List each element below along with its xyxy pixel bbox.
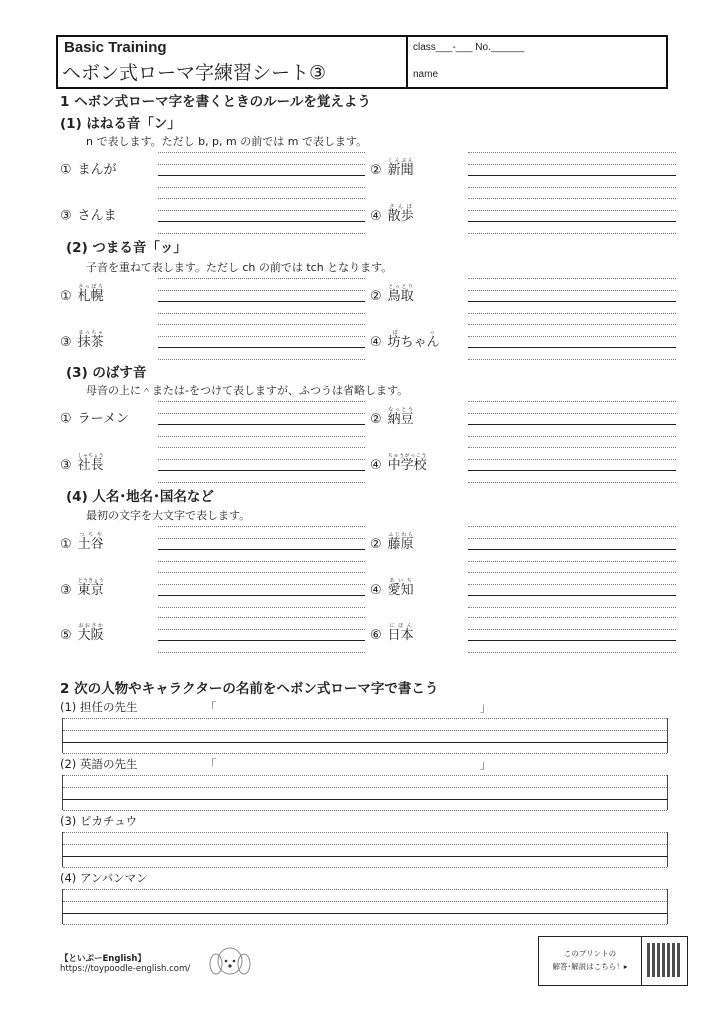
item-furigana: さんぽ (387, 204, 414, 210)
question-label: (3) ピカチュウ (60, 814, 138, 828)
item-furigana: おおさか (77, 623, 104, 629)
item-word (77, 578, 104, 598)
guide-line (468, 359, 676, 360)
guide-line (158, 152, 365, 153)
guide-line (158, 164, 365, 165)
item-word (78, 163, 117, 178)
guide-line (468, 198, 676, 199)
part-rule-note: 母音の上に＾または-をつけて表しますが、ふつうは省略します。 (86, 384, 409, 397)
item-number: ② (370, 289, 382, 304)
item-word (387, 532, 414, 552)
baseline (63, 742, 667, 743)
item-furigana: さっぽろ (77, 284, 104, 290)
item-label (60, 623, 104, 643)
baseline (468, 640, 676, 641)
baseline (158, 347, 365, 348)
baseline (158, 175, 365, 176)
guide-line (468, 538, 676, 539)
item-word (77, 284, 104, 304)
guide-line (468, 584, 676, 585)
guide-line (158, 526, 365, 527)
item-number: ③ (60, 208, 72, 224)
guide-line (63, 844, 667, 845)
question-label: (1) 担任の先生 (60, 700, 138, 714)
item-number: ① (60, 162, 72, 178)
header-box (56, 35, 668, 89)
answer-box[interactable] (62, 832, 668, 867)
close-bracket: 」 (480, 757, 492, 771)
answer-lines[interactable] (158, 324, 365, 360)
part-title: (3) のばす音 (66, 365, 147, 381)
answer-lines[interactable] (468, 572, 676, 608)
item-furigana: あいち (387, 578, 414, 584)
guide-line (63, 753, 667, 754)
guide-line (63, 889, 667, 890)
guide-line (468, 187, 676, 188)
guide-line (468, 413, 676, 414)
part-title: (2) つまる音「ッ」 (66, 240, 187, 256)
baseline (468, 221, 676, 222)
baseline (468, 470, 676, 471)
item-furigana: ちゅうがっこう (387, 453, 427, 459)
baseline (63, 799, 667, 800)
item-number: ④ (370, 209, 382, 224)
item-word (387, 578, 414, 598)
item-label (370, 532, 414, 552)
item-furigana: しゃちょう (77, 453, 104, 459)
guide-line (158, 572, 365, 573)
item-word (78, 412, 129, 427)
guide-line (158, 561, 365, 562)
item-word (387, 407, 414, 427)
item-word-text: 土谷 (77, 537, 104, 552)
guide-line (63, 901, 667, 902)
item-word-text: 抹茶 (77, 335, 104, 350)
site-url[interactable]: https://toypoodle-english.com/ (60, 964, 191, 974)
item-label (370, 407, 414, 427)
answer-lines[interactable] (468, 447, 676, 483)
item-label (370, 158, 414, 178)
item-label (60, 532, 104, 552)
guide-line (158, 210, 365, 211)
answer-lines[interactable] (158, 447, 365, 483)
guide-line (468, 313, 676, 314)
item-label (60, 453, 104, 473)
guide-line (468, 278, 676, 279)
guide-line (158, 336, 365, 337)
open-bracket: 「 (205, 700, 217, 714)
item-label (370, 330, 440, 350)
part-rule-note: 子音を重ねて表します。ただし ch の前では tch となります。 (86, 261, 393, 274)
guide-line (158, 459, 365, 460)
answer-lines[interactable] (468, 198, 676, 234)
item-label (370, 453, 427, 473)
close-bracket: 」 (480, 700, 492, 714)
item-furigana: とっとり (387, 284, 414, 290)
guide-line (468, 652, 676, 653)
baseline (468, 549, 676, 550)
item-number: ① (60, 537, 72, 552)
guide-line (63, 810, 667, 811)
guide-line (158, 607, 365, 608)
guide-line (158, 447, 365, 448)
item-number: ⑤ (60, 628, 72, 643)
item-furigana: まっちゃ (77, 330, 104, 336)
guide-line (468, 572, 676, 573)
guide-line (158, 187, 365, 188)
item-word (77, 623, 104, 643)
guide-line (158, 629, 365, 630)
item-word (78, 209, 117, 224)
answer-link-box[interactable] (538, 936, 688, 986)
item-number: ② (370, 163, 382, 178)
item-furigana: つちや (77, 532, 104, 538)
item-word-text: 日本 (387, 628, 414, 643)
guide-line (468, 617, 676, 618)
guide-line (468, 526, 676, 527)
item-number: ③ (60, 335, 72, 350)
guide-line (63, 775, 667, 776)
question-label: (2) 英語の先生 (60, 757, 138, 771)
guide-line (158, 290, 365, 291)
guide-line (468, 290, 676, 291)
item-word-text: 札幌 (77, 289, 104, 304)
item-number: ② (370, 537, 382, 552)
guide-line (468, 629, 676, 630)
guide-line (158, 652, 365, 653)
item-word-text: さんま (77, 208, 117, 224)
item-furigana: ぼっ (387, 330, 440, 336)
guide-line (63, 730, 667, 731)
item-number: ① (60, 411, 72, 427)
guide-line (158, 413, 365, 414)
item-furigana: とうきょう (77, 578, 104, 584)
answer-box[interactable] (62, 718, 668, 753)
answer-box[interactable] (62, 775, 668, 810)
item-label (60, 330, 104, 350)
part-rule-note: n で表します。ただし b, p, m の前では m で表します。 (86, 135, 368, 148)
item-word-text: 社長 (77, 458, 104, 473)
item-number: ① (60, 289, 72, 304)
part-rule-note: 最初の文字を大文字で表します。 (86, 509, 251, 522)
baseline (158, 424, 365, 425)
poodle-icon (205, 944, 255, 978)
item-word-text: ラーメン (77, 411, 130, 427)
item-word-text: 鳥取 (387, 289, 414, 304)
guide-line (158, 401, 365, 402)
baseline (158, 640, 365, 641)
answer-text-1: このプリントの (563, 949, 617, 958)
guide-line (158, 538, 365, 539)
item-furigana: しんぶん (387, 158, 414, 164)
item-word-text: 大阪 (77, 628, 104, 643)
guide-line (158, 278, 365, 279)
answer-lines[interactable] (468, 278, 676, 314)
guide-line (158, 436, 365, 437)
guide-line (158, 617, 365, 618)
guide-line (468, 233, 676, 234)
guide-line (63, 787, 667, 788)
class-number-field[interactable]: class___-___ No.______ (413, 42, 525, 53)
item-word-text: 中学校 (387, 458, 427, 473)
item-label (60, 284, 104, 304)
item-furigana: ふじわら (387, 532, 414, 538)
guide-line (468, 324, 676, 325)
item-word (387, 453, 427, 473)
answer-lines[interactable] (468, 617, 676, 653)
item-label (370, 204, 414, 224)
answer-lines[interactable] (158, 401, 365, 437)
item-number: ② (370, 412, 382, 427)
section1-heading: 1 ヘボン式ローマ字を書くときのルールを覚えよう (60, 94, 371, 110)
guide-line (158, 313, 365, 314)
item-number: ④ (370, 458, 382, 473)
item-word-text: 散歩 (387, 209, 414, 224)
guide-line (468, 607, 676, 608)
guide-line (468, 447, 676, 448)
answer-lines[interactable] (158, 278, 365, 314)
answer-lines[interactable] (158, 572, 365, 608)
guide-line (63, 924, 667, 925)
answer-lines[interactable] (158, 152, 365, 188)
answer-lines[interactable] (468, 152, 676, 188)
part-title: (1) はねる音「ン」 (60, 116, 181, 132)
guide-line (63, 832, 667, 833)
baseline (468, 175, 676, 176)
guide-line (158, 324, 365, 325)
item-label (60, 205, 117, 224)
item-word (77, 532, 104, 552)
item-number: ④ (370, 583, 382, 598)
name-field[interactable]: name (413, 69, 439, 80)
guide-line (468, 210, 676, 211)
item-word (387, 204, 414, 224)
item-word-text: 愛知 (387, 583, 414, 598)
guide-line (158, 584, 365, 585)
answer-text-2: 解答･解説はこちら！▸ (552, 962, 628, 971)
item-number: ④ (370, 335, 382, 350)
guide-line (158, 359, 365, 360)
answer-lines[interactable] (468, 401, 676, 437)
baseline (158, 595, 365, 596)
answer-lines[interactable] (468, 526, 676, 562)
item-furigana: にほん (387, 623, 414, 629)
item-word (387, 330, 440, 350)
answer-box[interactable] (62, 889, 668, 924)
item-word-text: 新聞 (387, 163, 414, 178)
baseline (468, 347, 676, 348)
item-word (387, 158, 414, 178)
baseline (63, 913, 667, 914)
item-label (60, 578, 104, 598)
answer-lines[interactable] (158, 526, 365, 562)
guide-line (468, 152, 676, 153)
item-word-text: 東京 (77, 583, 104, 598)
item-number: ③ (60, 583, 72, 598)
brand-logo-text: 【といぷーEnglish】 (60, 954, 146, 964)
baseline (158, 470, 365, 471)
guide-line (468, 401, 676, 402)
item-word (387, 284, 414, 304)
item-word (387, 623, 414, 643)
guide-line (468, 436, 676, 437)
item-word-text: まんが (77, 162, 117, 178)
item-label (60, 159, 117, 178)
guide-line (63, 718, 667, 719)
answer-lines[interactable] (158, 617, 365, 653)
guide-line (158, 233, 365, 234)
item-word-text: 納豆 (387, 412, 414, 427)
item-word-text: 坊ちゃん (387, 335, 440, 350)
qr-code-icon[interactable] (647, 943, 681, 977)
answer-lines[interactable] (468, 324, 676, 360)
part-title: (4) 人名･地名･国名など (66, 489, 214, 505)
item-word-text: 藤原 (387, 537, 414, 552)
title-japanese: ヘボン式ローマ字練習シート③ (62, 62, 327, 84)
guide-line (468, 459, 676, 460)
guide-line (468, 482, 676, 483)
open-bracket: 「 (205, 757, 217, 771)
item-word (77, 330, 104, 350)
baseline (158, 549, 365, 550)
answer-lines[interactable] (158, 198, 365, 234)
item-number: ⑥ (370, 628, 382, 643)
guide-line (468, 336, 676, 337)
guide-line (468, 164, 676, 165)
guide-line (63, 867, 667, 868)
baseline (468, 595, 676, 596)
item-number: ③ (60, 458, 72, 473)
item-word (77, 453, 104, 473)
guide-line (468, 561, 676, 562)
item-label (60, 408, 129, 427)
title-english: Basic Training (64, 39, 167, 56)
item-label (370, 578, 414, 598)
guide-line (158, 482, 365, 483)
baseline (158, 301, 365, 302)
baseline (63, 856, 667, 857)
item-furigana: なっとう (387, 407, 414, 413)
question-label: (4) アンパンマン (60, 871, 148, 885)
section2-heading: 2 次の人物やキャラクターの名前をヘボン式ローマ字で書こう (60, 681, 439, 697)
baseline (468, 301, 676, 302)
item-label (370, 284, 414, 304)
baseline (468, 424, 676, 425)
guide-line (158, 198, 365, 199)
baseline (158, 221, 365, 222)
item-label (370, 623, 414, 643)
